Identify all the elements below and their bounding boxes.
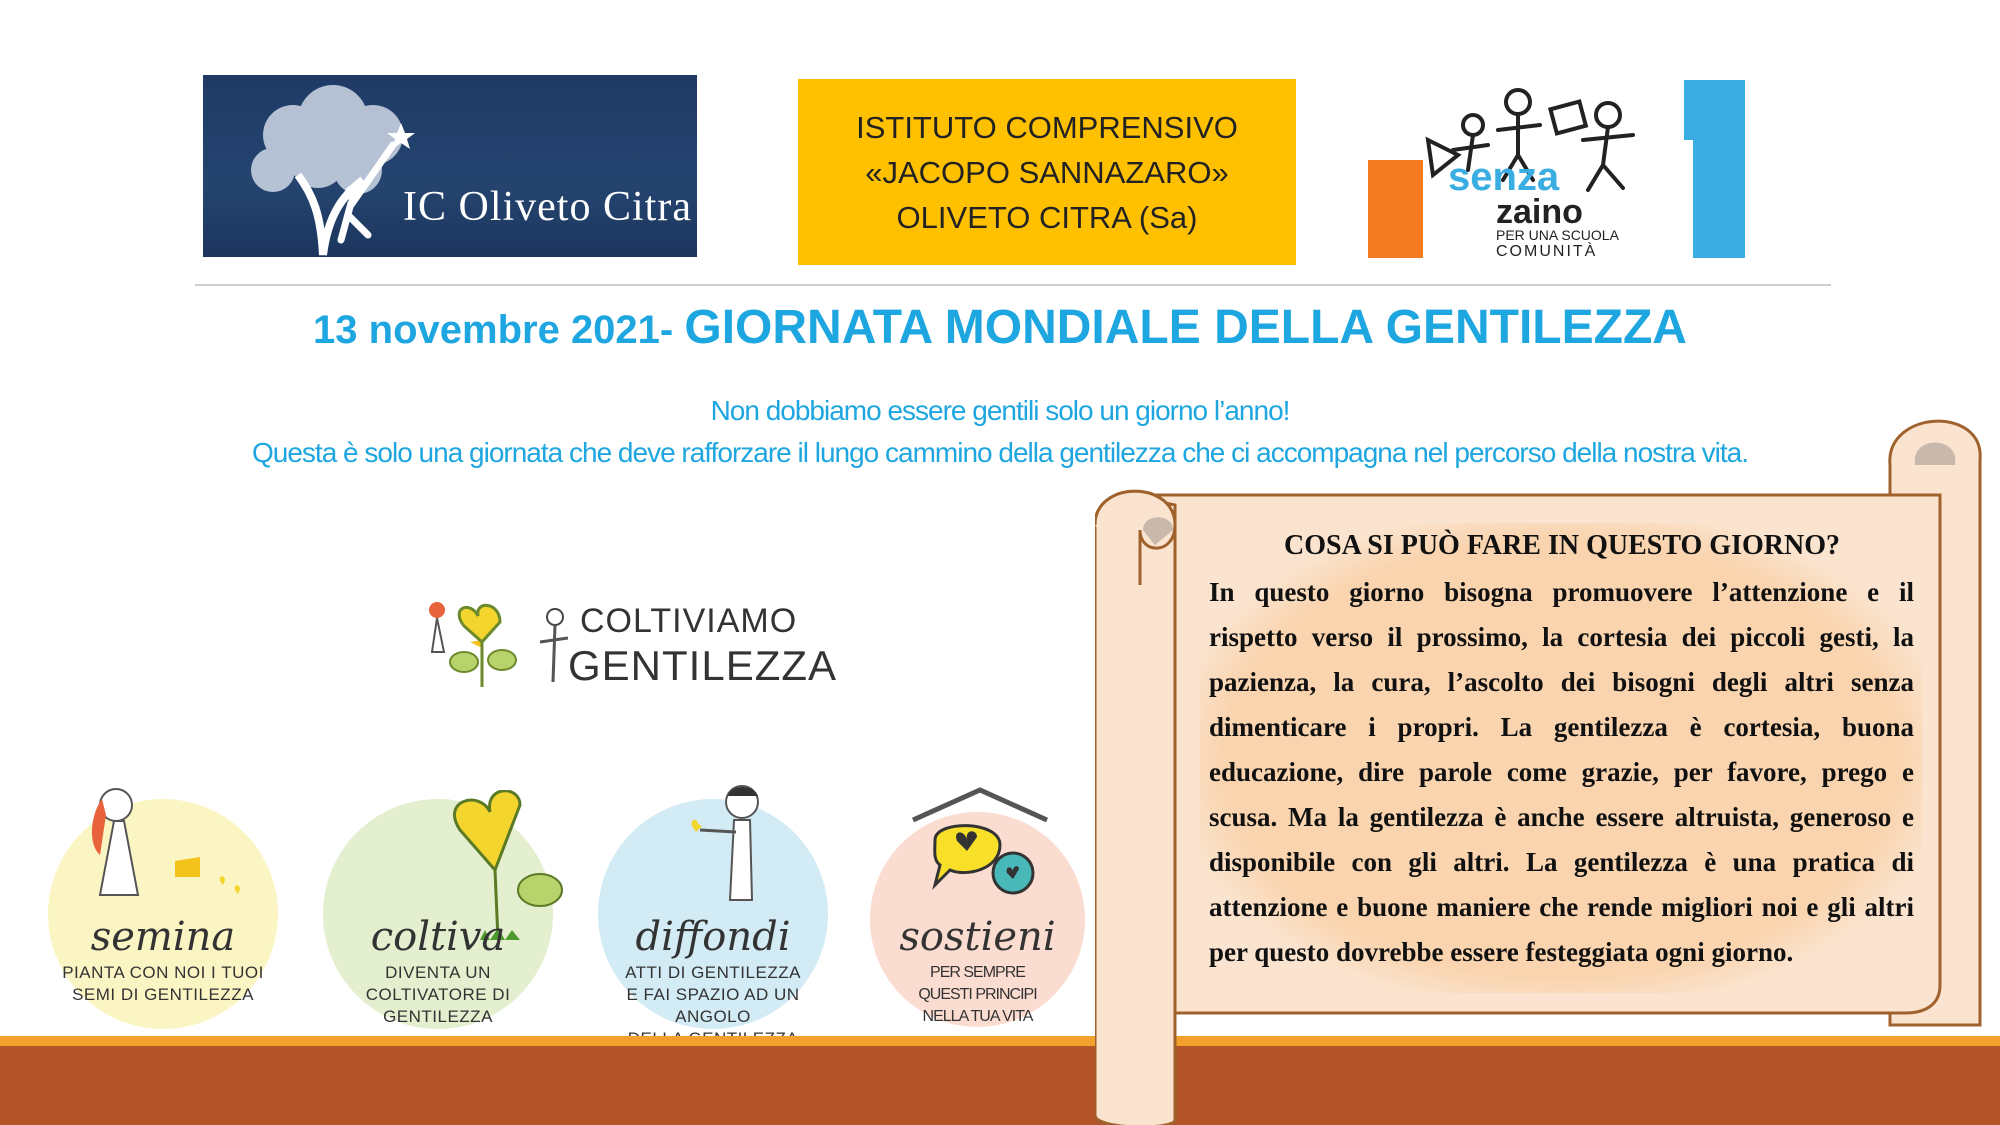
sostieni-desc-line-3: NELLA TUA VITA [922, 1008, 1033, 1025]
header-divider [195, 284, 1831, 286]
title-main: GIORNATA MONDIALE DELLA GENTILEZZA [684, 301, 1687, 354]
coltiva-desc [323, 962, 553, 1028]
sostieni-desc-line-2: QUESTI PRINCIPI [918, 986, 1037, 1003]
comunita-text: COMUNITÀ [1496, 243, 1598, 258]
page-title [0, 300, 2000, 355]
school-line-3: OLIVETO CITRA (Sa) [896, 199, 1198, 235]
scroll-title: COSA SI PUÒ FARE IN QUESTO GIORNO? [1284, 530, 1840, 561]
sostieni-word: sostieni [899, 914, 1056, 960]
subtitle-line-1: Non dobbiamo essere gentili solo un giorno l’anno! [710, 395, 1290, 426]
per-una-scuola-text: PER UNA SCUOLA [1496, 227, 1619, 243]
semina-desc [48, 962, 278, 1006]
heart-plant-icon [420, 582, 570, 692]
coltiva-word: coltiva [370, 914, 506, 960]
senza-zaino-logo [1368, 80, 1745, 258]
coltiva-desc-line-2: GENTILEZZA [383, 1007, 493, 1026]
zaino-text: zaino [1496, 193, 1583, 231]
boy-giving-heart-icon [680, 780, 800, 920]
semina-word: semina [90, 914, 236, 960]
coltiviamo-text: COLTIVIAMO [580, 602, 798, 640]
sostieni-desc-line-1: PER SEMPRE [930, 964, 1025, 981]
school-name-box [798, 79, 1296, 265]
diffondi-desc-line-2: E FAI SPAZIO AD UN ANGOLO [626, 985, 800, 1026]
sostieni-desc [870, 962, 1085, 1028]
semina-desc-line-1: PIANTA CON NOI I TUOI [62, 963, 264, 982]
senza-text: senza [1448, 155, 1560, 199]
girl-watering-icon [60, 785, 260, 915]
scroll-body-text: In questo giorno bisogna promuovere l’attenzione e il rispetto verso il prossimo, la cortesia dei piccoli gesti, la pazienza, la cura, l’ascolto dei bisogni degli altri senza dimenticare i propri. La gentilezza è cortesia, buona educazione, dire parole come grazie, per favore, prego e scusa. Ma la gentilezza è anche essere altruista, generoso e disponibile con gli altri. La gentilezza è una pratica di attenzione e buone maniere che rende migliori noi e gli altri per questo dovrebbe essere festeggiata ogni giorno. [1209, 577, 1914, 967]
coltiva-desc-line-1: DIVENTA UN COLTIVATORE DI [365, 963, 511, 1004]
subtitle-line-2: Questa è solo una giornata che deve rafforzare il lungo cammino della gentilezza che ci accompagna nel percorso della nostra vita. [252, 437, 1748, 468]
coltiviamo-gentilezza-logo [420, 582, 838, 692]
title-date: 13 novembre 2021- [313, 308, 685, 352]
gentilezza-text: GENTILEZZA [568, 642, 838, 689]
diffondi-word: diffondi [635, 914, 791, 960]
school-line-1: ISTITUTO COMPRENSIVO [856, 109, 1238, 145]
ic-oliveto-citra-text: IC Oliveto Citra [403, 184, 692, 230]
diffondi-desc-line-1: ATTI DI GENTILEZZA [625, 963, 801, 982]
house-speech-bubbles-icon [905, 785, 1055, 915]
ic-oliveto-citra-logo [203, 75, 697, 257]
school-line-2: «JACOPO SANNAZARO» [865, 154, 1229, 190]
semina-desc-line-2: SEMI DI GENTILEZZA [72, 985, 254, 1004]
